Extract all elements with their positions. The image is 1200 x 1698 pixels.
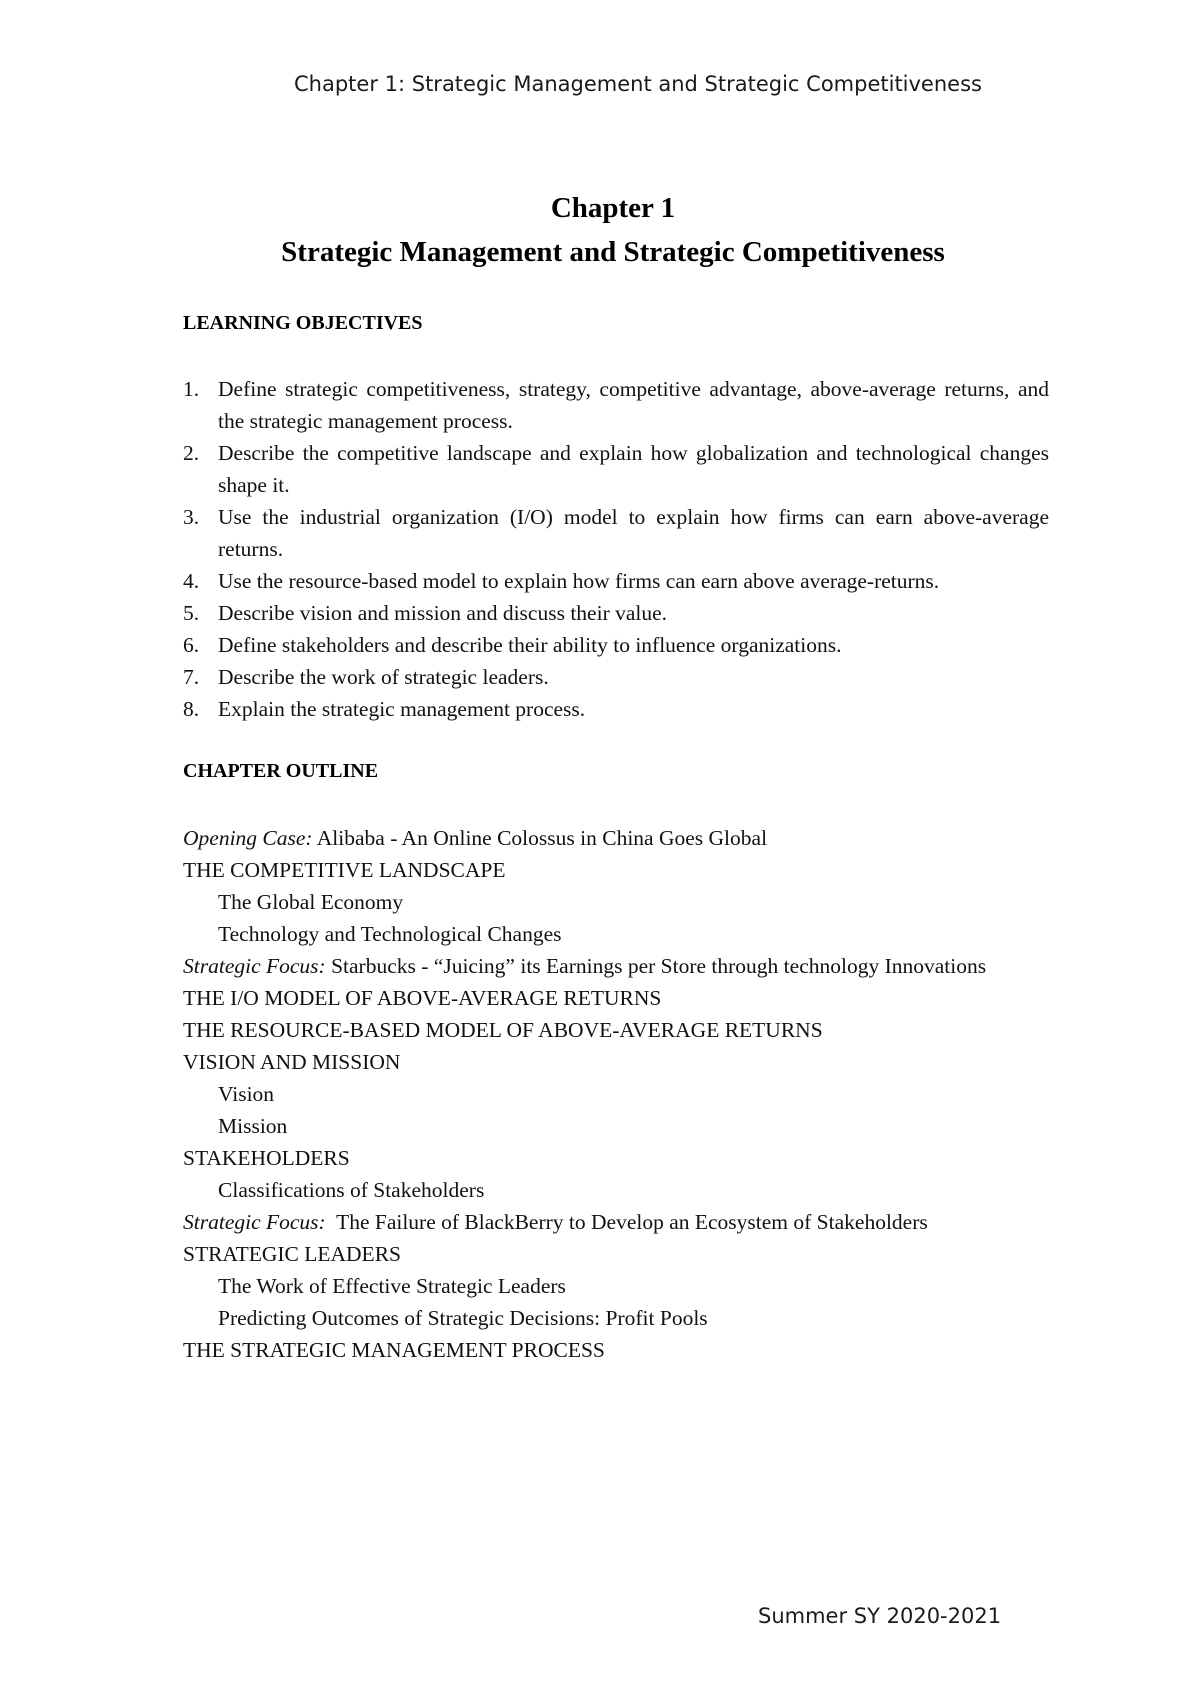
outline-text: The Global Economy [218, 890, 404, 914]
outline-text: THE I/O MODEL OF ABOVE-AVERAGE RETURNS [183, 986, 662, 1010]
objective-number: 1. [183, 377, 200, 401]
outline-text: VISION AND MISSION [183, 1050, 401, 1074]
chapter-outline-heading: CHAPTER OUTLINE [183, 760, 379, 782]
objective-text: Explain the strategic management process. [218, 697, 586, 721]
outline-subtopic [183, 1174, 1049, 1206]
outline-text: Predicting Outcomes of Strategic Decisions: Profit Pools [218, 1306, 708, 1330]
objective-text: Describe vision and mission and discuss their value. [218, 601, 668, 625]
outline-text: THE RESOURCE-BASED MODEL OF ABOVE-AVERAGE RETURNS [183, 1018, 823, 1042]
objective-item [183, 565, 1049, 597]
outline-section [183, 1334, 1049, 1366]
chapter-number-title: Chapter 1 [550, 192, 676, 224]
outline-text: The Failure of BlackBerry to Develop an Ecosystem of Stakeholders [325, 1210, 928, 1234]
objective-text: Use the industrial organization (I/O) model to explain how firms can earn above-average returns. [218, 505, 1049, 561]
objective-item [183, 629, 1049, 661]
outline-subtopic [183, 886, 1049, 918]
running-footer: Summer SY 2020-2021 [758, 1604, 1002, 1628]
outline-feature-label: Strategic Focus: [183, 1210, 326, 1234]
objective-text: Describe the competitive landscape and explain how globalization and technological changes shape it. [218, 441, 1049, 497]
objective-item [183, 661, 1049, 693]
outline-text: Vision [218, 1082, 275, 1106]
objective-item [183, 693, 1049, 725]
outline-subtopic [183, 1270, 1049, 1302]
outline-text: The Work of Effective Strategic Leaders [218, 1274, 566, 1298]
outline-subtopic [183, 1078, 1049, 1110]
learning-objectives-heading: LEARNING OBJECTIVES [183, 312, 423, 334]
outline-section [183, 1014, 1049, 1046]
objective-number: 8. [183, 697, 200, 721]
outline-text: Classifications of Stakeholders [218, 1178, 485, 1202]
outline-subtopic [183, 1110, 1049, 1142]
outline-feature [183, 822, 1049, 854]
outline-text: THE COMPETITIVE LANDSCAPE [183, 858, 506, 882]
objective-number: 7. [183, 665, 200, 689]
outline-section [183, 982, 1049, 1014]
objective-item [183, 597, 1049, 629]
objective-text: Use the resource-based model to explain how firms can earn above average-returns. [218, 569, 940, 593]
outline-text: Technology and Technological Changes [218, 922, 562, 946]
outline-feature-label: Strategic Focus: [183, 954, 326, 978]
running-header: Chapter 1: Strategic Management and Strategic Competitiveness [294, 72, 982, 96]
outline-subtopic [183, 1302, 1049, 1334]
outline-text: STRATEGIC LEADERS [183, 1242, 401, 1266]
chapter-title-block [0, 186, 1200, 274]
outline-section [183, 1238, 1049, 1270]
outline-text: Alibaba - An Online Colossus in China Goes Global [312, 826, 768, 850]
outline-section [183, 1142, 1049, 1174]
learning-objectives-list [183, 373, 1049, 725]
objective-number: 3. [183, 505, 200, 529]
objective-number: 6. [183, 633, 200, 657]
outline-text: Mission [218, 1114, 288, 1138]
objective-number: 4. [183, 569, 200, 593]
objective-text: Describe the work of strategic leaders. [218, 665, 549, 689]
outline-subtopic [183, 918, 1049, 950]
learning-objectives-list-container [183, 373, 1049, 725]
objective-number: 5. [183, 601, 200, 625]
objective-number: 2. [183, 441, 200, 465]
objective-text: Define stakeholders and describe their ability to influence organizations. [218, 633, 842, 657]
outline-section [183, 854, 1049, 886]
outline-feature [183, 1206, 1049, 1238]
outline-section [183, 1046, 1049, 1078]
outline-text: Starbucks - “Juicing” its Earnings per Store through technology Innovations [325, 954, 987, 978]
objective-text: Define strategic competitiveness, strategy, competitive advantage, above-average returns, and the strategic management process. [218, 377, 1049, 433]
chapter-subtitle: Strategic Management and Strategic Competitiveness [281, 236, 945, 268]
outline-feature [183, 950, 1049, 982]
objective-item [183, 437, 1049, 501]
chapter-outline-list [183, 822, 1049, 1366]
objective-item [183, 501, 1049, 565]
outline-feature-label: Opening Case: [183, 826, 313, 850]
objective-item [183, 373, 1049, 437]
outline-text: STAKEHOLDERS [183, 1146, 350, 1170]
outline-text: THE STRATEGIC MANAGEMENT PROCESS [183, 1338, 605, 1362]
